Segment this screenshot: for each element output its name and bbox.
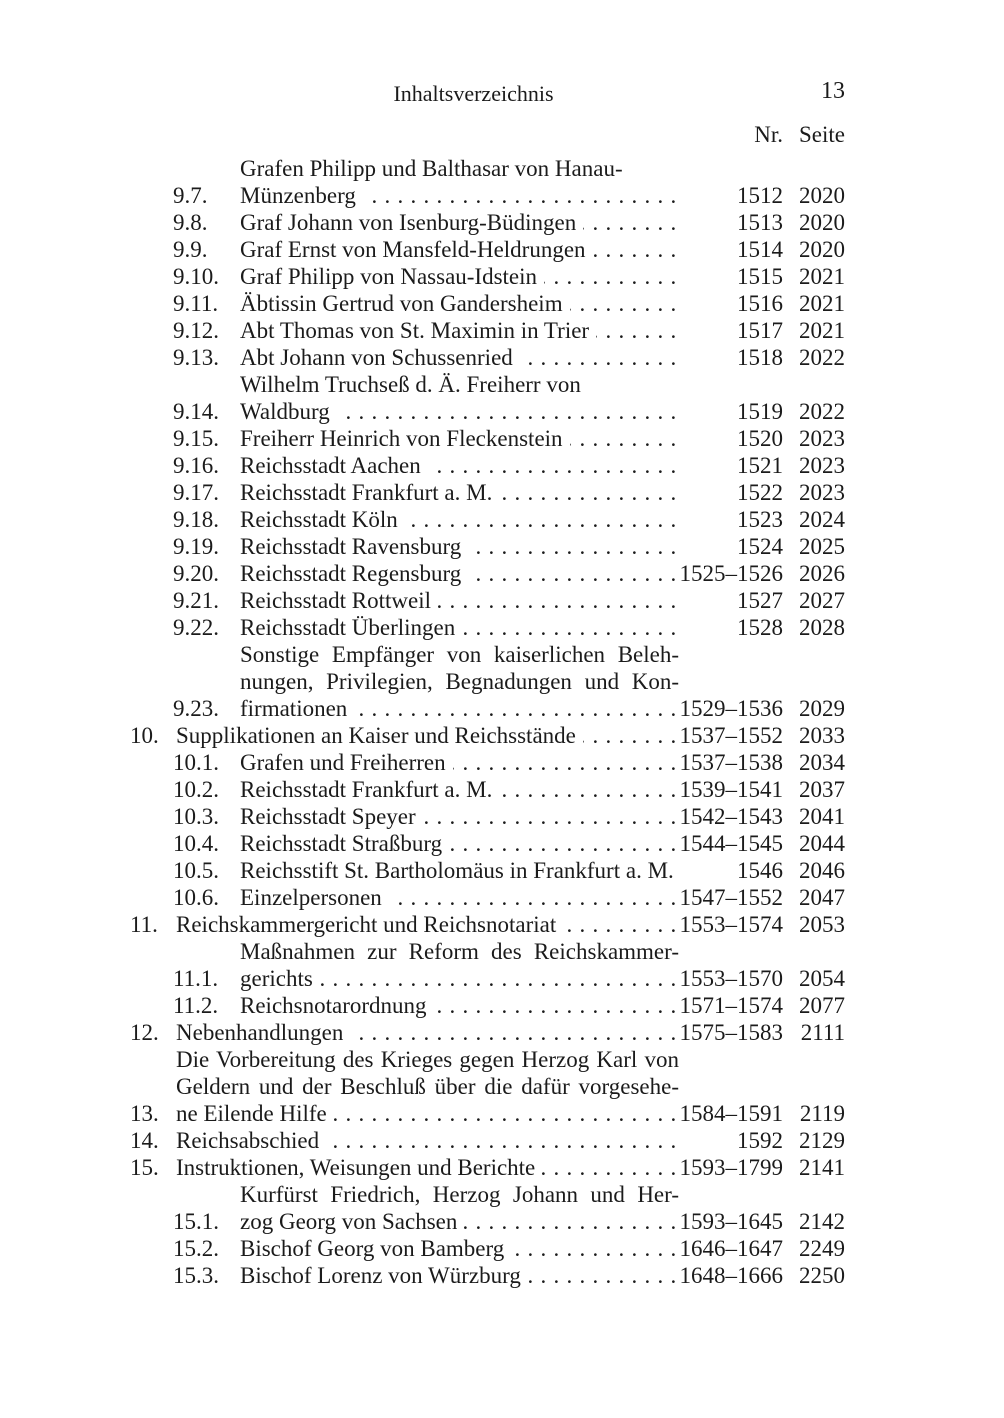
entry-number: 9.22. <box>173 615 219 640</box>
entry-title-text: Freiherr Heinrich von Fleckenstein <box>240 426 563 451</box>
entry-title-text: ne Eilende Hilfe <box>176 1101 327 1126</box>
dot-leader <box>462 614 677 641</box>
entry-title-lastline <box>240 425 679 452</box>
entry-title-lastline <box>240 398 679 425</box>
entry-page: 2023 <box>799 453 845 478</box>
entry-title-lastline <box>240 992 679 1019</box>
entry-number: 9.12. <box>173 318 219 343</box>
entry-page: 2027 <box>799 588 845 613</box>
entry-title <box>240 1235 679 1262</box>
toc-entry <box>130 560 845 587</box>
column-header-nr: Nr. <box>754 122 783 147</box>
entry-number: 10.4. <box>173 831 219 856</box>
entry-page: 2249 <box>799 1236 845 1261</box>
dot-leader <box>334 1100 677 1127</box>
dot-leader <box>354 695 677 722</box>
entry-title <box>240 479 679 506</box>
entry-page: 2111 <box>800 1020 845 1045</box>
entry-nr: 1523 <box>737 507 783 532</box>
dot-leader <box>499 479 677 506</box>
entry-title <box>240 749 679 776</box>
entry-title-text: gerichts <box>240 966 313 991</box>
entry-title <box>240 560 679 587</box>
entry-title-lastline <box>240 587 679 614</box>
dot-leader <box>544 263 677 290</box>
entry-nr: 1524 <box>737 534 783 559</box>
entry-title <box>240 1181 679 1235</box>
dot-leader <box>542 1154 677 1181</box>
entry-title <box>240 587 679 614</box>
entry-title-lastline <box>240 182 679 209</box>
entry-title-lastline <box>240 695 679 722</box>
toc-entry <box>130 1154 845 1181</box>
toc-entry <box>130 452 845 479</box>
entry-nr: 1546 <box>737 858 783 883</box>
entry-title-lastline <box>240 830 679 857</box>
entry-number: 10.5. <box>173 858 219 883</box>
entry-page: 2029 <box>799 696 845 721</box>
entry-title-text: Reichsstift St. Bartholomäus in Frankfurt a. M. <box>240 858 674 883</box>
dot-leader <box>499 776 677 803</box>
entry-title-line: Sonstige Empfänger von kaiserlichen Beleh- <box>240 642 679 667</box>
toc-entry <box>130 749 845 776</box>
entry-nr: 1584–1591 <box>679 1101 783 1126</box>
entry-number: 9.16. <box>173 453 219 478</box>
entry-number: 9.14. <box>173 399 219 424</box>
entry-title-text: Abt Johann von Schussenried <box>240 345 513 370</box>
entry-number: 11.1. <box>173 966 219 991</box>
entry-title <box>176 911 679 938</box>
toc-entry <box>130 803 845 830</box>
entry-number: 14. <box>130 1128 159 1153</box>
entry-number: 9.8. <box>173 210 208 235</box>
entry-nr: 1518 <box>737 345 783 370</box>
entry-title-lastline <box>240 1262 679 1289</box>
entry-title-text: Reichsstadt Frankfurt a. M. <box>240 480 493 505</box>
entry-title-lastline <box>176 1154 679 1181</box>
entry-page: 2028 <box>799 615 845 640</box>
entry-title-lastline <box>176 1127 679 1154</box>
entry-number: 9.19. <box>173 534 219 559</box>
entry-title <box>240 317 679 344</box>
dot-leader <box>468 560 677 587</box>
entry-title-lastline <box>240 749 679 776</box>
dot-leader <box>570 425 677 452</box>
entry-page: 2022 <box>799 399 845 424</box>
entry-title-line: nungen, Privilegien, Begnadungen und Kon- <box>240 669 679 694</box>
dot-leader <box>583 209 677 236</box>
entry-title <box>240 209 679 236</box>
entry-number: 9.15. <box>173 426 219 451</box>
dot-leader <box>570 290 677 317</box>
entry-nr: 1520 <box>737 426 783 451</box>
toc-entry <box>130 911 845 938</box>
entry-page: 2025 <box>799 534 845 559</box>
entry-nr: 1544–1545 <box>679 831 783 856</box>
entry-title-text: Reichsstadt Frankfurt a. M. <box>240 777 493 802</box>
entry-title <box>240 425 679 452</box>
toc-entry <box>130 533 845 560</box>
entry-nr: 1516 <box>737 291 783 316</box>
entry-title-text: zog Georg von Sachsen <box>240 1209 458 1234</box>
entry-title <box>240 344 679 371</box>
entry-page: 2077 <box>799 993 845 1018</box>
entry-nr: 1519 <box>737 399 783 424</box>
entry-title-text: Äbtissin Gertrud von Gandersheim <box>240 291 563 316</box>
entry-title-text: Nebenhandlungen <box>176 1020 344 1045</box>
entry-title-lastline <box>240 317 679 344</box>
entry-number: 11.2. <box>173 993 219 1018</box>
entry-title-text: Supplikationen an Kaiser und Reichsstände <box>176 723 576 748</box>
entry-number: 9.11. <box>173 291 219 316</box>
entry-nr: 1648–1666 <box>679 1263 783 1288</box>
column-header-seite: Seite <box>799 122 845 147</box>
entry-title-text: Reichsstadt Regensburg <box>240 561 462 586</box>
entry-page: 2053 <box>799 912 845 937</box>
toc-entry <box>130 1235 845 1262</box>
entry-title-lastline <box>240 857 679 884</box>
entry-title-lastline <box>240 263 679 290</box>
dot-leader <box>511 1235 677 1262</box>
entry-nr: 1539–1541 <box>679 777 783 802</box>
entry-page: 2033 <box>799 723 845 748</box>
entry-nr: 1525–1526 <box>679 561 783 586</box>
entry-title-text: Reichsabschied <box>176 1128 320 1153</box>
entry-nr: 1529–1536 <box>679 696 783 721</box>
entry-title <box>240 290 679 317</box>
entry-title-lastline <box>240 533 679 560</box>
entry-title-lastline <box>240 506 679 533</box>
toc-entry <box>130 1262 845 1289</box>
entry-page: 2024 <box>799 507 845 532</box>
entry-page: 2046 <box>799 858 845 883</box>
dot-leader <box>389 884 677 911</box>
dot-leader <box>326 1127 677 1154</box>
toc-entry <box>130 641 845 722</box>
toc-entry <box>130 263 845 290</box>
toc-entry <box>130 344 845 371</box>
entry-title <box>176 1127 679 1154</box>
entry-page: 2023 <box>799 480 845 505</box>
entry-page: 2021 <box>799 318 845 343</box>
entry-nr: 1553–1570 <box>679 966 783 991</box>
entry-page: 2020 <box>799 183 845 208</box>
entry-title <box>240 641 679 722</box>
entry-title-text: Grafen und Freiherren <box>240 750 446 775</box>
entry-page: 2034 <box>799 750 845 775</box>
toc-entry <box>130 884 845 911</box>
entry-title-line: Grafen Philipp und Balthasar von Hanau- <box>240 156 623 181</box>
entry-title-lastline <box>240 614 679 641</box>
entry-title <box>240 1262 679 1289</box>
entry-nr: 1517 <box>737 318 783 343</box>
entry-title <box>176 722 679 749</box>
entry-page: 2141 <box>799 1155 845 1180</box>
entry-number: 13. <box>130 1101 159 1126</box>
entry-number: 15.2. <box>173 1236 219 1261</box>
entry-title-text: Reichsstadt Straßburg <box>240 831 443 856</box>
entry-title-lastline <box>240 236 679 263</box>
entry-title-line: Geldern und der Beschluß über die dafür vorgesehe- <box>176 1074 679 1099</box>
entry-title-lastline <box>176 911 679 938</box>
entry-number: 9.18. <box>173 507 219 532</box>
entry-page: 2041 <box>799 804 845 829</box>
entry-title-line: Kurfürst Friedrich, Herzog Johann und Her- <box>240 1182 679 1207</box>
dot-leader <box>428 452 677 479</box>
entry-title-lastline <box>240 344 679 371</box>
entry-title <box>240 803 679 830</box>
dot-leader <box>583 722 677 749</box>
entry-number: 9.21. <box>173 588 219 613</box>
entry-title-lastline <box>240 452 679 479</box>
dot-leader <box>593 236 677 263</box>
entry-title <box>240 992 679 1019</box>
entry-title-line: Wilhelm Truchseß d. Ä. Freiherr von <box>240 372 581 397</box>
entry-nr: 1521 <box>737 453 783 478</box>
entry-title <box>176 1154 679 1181</box>
entry-page: 2021 <box>799 291 845 316</box>
entry-number: 10.2. <box>173 777 219 802</box>
toc-entry <box>130 506 845 533</box>
entry-title-text: Abt Thomas von St. Maximin in Trier <box>240 318 590 343</box>
dot-leader <box>528 1262 677 1289</box>
entry-title-lastline <box>240 965 679 992</box>
entry-number: 10. <box>130 723 159 748</box>
toc-entry <box>130 371 845 425</box>
entry-number: 11. <box>130 912 158 937</box>
entry-number: 9.9. <box>173 237 208 262</box>
entry-nr: 1646–1647 <box>679 1236 783 1261</box>
toc-entry <box>130 209 845 236</box>
entry-page: 2026 <box>799 561 845 586</box>
page-number: 13 <box>821 78 845 104</box>
entry-nr: 1593–1645 <box>679 1209 783 1234</box>
entry-nr: 1575–1583 <box>679 1020 783 1045</box>
entry-nr: 1593–1799 <box>679 1155 783 1180</box>
entry-page: 2250 <box>799 1263 845 1288</box>
entry-title-line: Die Vorbereitung des Krieges gegen Herzog Karl von <box>176 1047 679 1072</box>
toc-entry <box>130 857 845 884</box>
toc-entry <box>130 992 845 1019</box>
entry-title-text: Reichsstadt Überlingen <box>240 615 456 640</box>
entry-title <box>176 1046 679 1127</box>
entry-title-text: Bischof Lorenz von Würzburg <box>240 1263 521 1288</box>
entry-title-text: Graf Ernst von Mansfeld-Heldrungen <box>240 237 586 262</box>
dot-leader <box>449 830 677 857</box>
entry-title-lastline <box>240 884 679 911</box>
entry-title-lastline <box>176 722 679 749</box>
entry-page: 2037 <box>799 777 845 802</box>
entry-page: 2020 <box>799 237 845 262</box>
toc-entry <box>130 1019 845 1046</box>
entry-nr: 1537–1552 <box>679 723 783 748</box>
entry-number: 10.3. <box>173 804 219 829</box>
entry-number: 9.7. <box>173 183 208 208</box>
entry-title <box>240 938 679 992</box>
dot-leader <box>563 911 677 938</box>
toc-entry <box>130 1046 845 1127</box>
toc-entry <box>130 614 845 641</box>
entry-title-text: Reichskammergericht und Reichsnotariat <box>176 912 557 937</box>
dot-leader <box>520 344 677 371</box>
toc-entry <box>130 1127 845 1154</box>
dot-leader <box>596 317 677 344</box>
entry-title <box>240 155 679 209</box>
entry-title-lastline <box>240 1235 679 1262</box>
entry-title <box>240 776 679 803</box>
entry-title-lastline <box>240 479 679 506</box>
entry-page: 2054 <box>799 966 845 991</box>
entry-title-text: Reichsstadt Köln <box>240 507 398 532</box>
entry-title-text: Reichsstadt Rottweil <box>240 588 432 613</box>
toc-entry <box>130 290 845 317</box>
entry-number: 10.6. <box>173 885 219 910</box>
dot-leader <box>453 749 677 776</box>
entry-title-text: Reichsstadt Aachen <box>240 453 421 478</box>
entry-number: 9.17. <box>173 480 219 505</box>
entry-title-lastline <box>240 560 679 587</box>
entry-title-lastline <box>176 1019 679 1046</box>
entry-number: 12. <box>130 1020 159 1045</box>
dot-leader <box>320 965 677 992</box>
toc-entry <box>130 1181 845 1235</box>
entry-page: 2044 <box>799 831 845 856</box>
dot-leader <box>337 398 677 425</box>
entry-title-text: Bischof Georg von Bamberg <box>240 1236 505 1261</box>
entry-nr: 1592 <box>737 1128 783 1153</box>
entry-nr: 1514 <box>737 237 783 262</box>
entry-number: 9.10. <box>173 264 219 289</box>
dot-leader <box>350 1019 677 1046</box>
entry-number: 9.20. <box>173 561 219 586</box>
entry-title <box>240 371 679 425</box>
toc-entries <box>130 155 845 1289</box>
entry-title-text: Graf Philipp von Nassau-Idstein <box>240 264 538 289</box>
entry-nr: 1528 <box>737 615 783 640</box>
entry-nr: 1513 <box>737 210 783 235</box>
entry-title-text: Reichsstadt Speyer <box>240 804 416 829</box>
entry-title-lastline <box>240 776 679 803</box>
entry-title <box>240 236 679 263</box>
entry-title <box>240 452 679 479</box>
entry-page: 2119 <box>799 1101 845 1126</box>
entry-title <box>240 506 679 533</box>
entry-title-text: Graf Johann von Isenburg-Büdingen <box>240 210 577 235</box>
entry-title-lastline <box>240 803 679 830</box>
entry-title-text: Instruktionen, Weisungen und Berichte <box>176 1155 536 1180</box>
entry-title-text: Reichsstadt Ravensburg <box>240 534 462 559</box>
column-headers <box>130 121 845 148</box>
entry-nr: 1553–1574 <box>679 912 783 937</box>
entry-nr: 1515 <box>737 264 783 289</box>
entry-title-text: Reichsnotarordnung <box>240 993 427 1018</box>
entry-title-lastline <box>176 1100 679 1127</box>
page-title: Inhaltsverzeichnis <box>393 81 554 106</box>
entry-title-text: Münzenberg <box>240 183 356 208</box>
dot-leader <box>363 182 677 209</box>
entry-title <box>240 533 679 560</box>
entry-title <box>176 1019 679 1046</box>
entry-page: 2020 <box>799 210 845 235</box>
toc-entry <box>130 236 845 263</box>
toc-entry <box>130 479 845 506</box>
toc-entry <box>130 722 845 749</box>
toc-entry <box>130 830 845 857</box>
entry-number: 15.1. <box>173 1209 219 1234</box>
entry-number: 10.1. <box>173 750 219 775</box>
dot-leader <box>423 803 677 830</box>
entry-number: 9.23. <box>173 696 219 721</box>
dot-leader <box>434 992 677 1019</box>
entry-title-lastline <box>240 209 679 236</box>
entry-nr: 1527 <box>737 588 783 613</box>
entry-number: 9.13. <box>173 345 219 370</box>
entry-title-text: Einzelpersonen <box>240 885 382 910</box>
toc-entry <box>130 155 845 209</box>
entry-nr: 1537–1538 <box>679 750 783 775</box>
running-header <box>130 80 845 107</box>
entry-nr: 1512 <box>737 183 783 208</box>
entry-title-text: Waldburg <box>240 399 330 424</box>
entry-title <box>240 884 679 911</box>
entry-nr: 1542–1543 <box>679 804 783 829</box>
dot-leader <box>468 533 677 560</box>
dot-leader <box>438 587 677 614</box>
entry-nr: 1547–1552 <box>679 885 783 910</box>
entry-page: 2023 <box>799 426 845 451</box>
entry-nr: 1522 <box>737 480 783 505</box>
entry-nr: 1571–1574 <box>679 993 783 1018</box>
entry-title <box>240 614 679 641</box>
toc-entry <box>130 425 845 452</box>
toc-entry <box>130 317 845 344</box>
entry-title-lastline <box>240 1208 679 1235</box>
entry-number: 15.3. <box>173 1263 219 1288</box>
entry-title <box>240 830 679 857</box>
entry-page: 2021 <box>799 264 845 289</box>
entry-page: 2142 <box>799 1209 845 1234</box>
toc-entry <box>130 587 845 614</box>
entry-title <box>240 263 679 290</box>
entry-page: 2047 <box>799 885 845 910</box>
entry-page: 2129 <box>799 1128 845 1153</box>
entry-title-line: Maßnahmen zur Reform des Reichskammer- <box>240 939 679 964</box>
toc-entry <box>130 776 845 803</box>
dot-leader <box>405 506 677 533</box>
entry-number: 15. <box>130 1155 159 1180</box>
entry-title-text: firmationen <box>240 696 348 721</box>
entry-title-lastline <box>240 290 679 317</box>
entry-title <box>240 857 679 884</box>
toc-entry <box>130 938 845 992</box>
dot-leader <box>464 1208 677 1235</box>
entry-page: 2022 <box>799 345 845 370</box>
